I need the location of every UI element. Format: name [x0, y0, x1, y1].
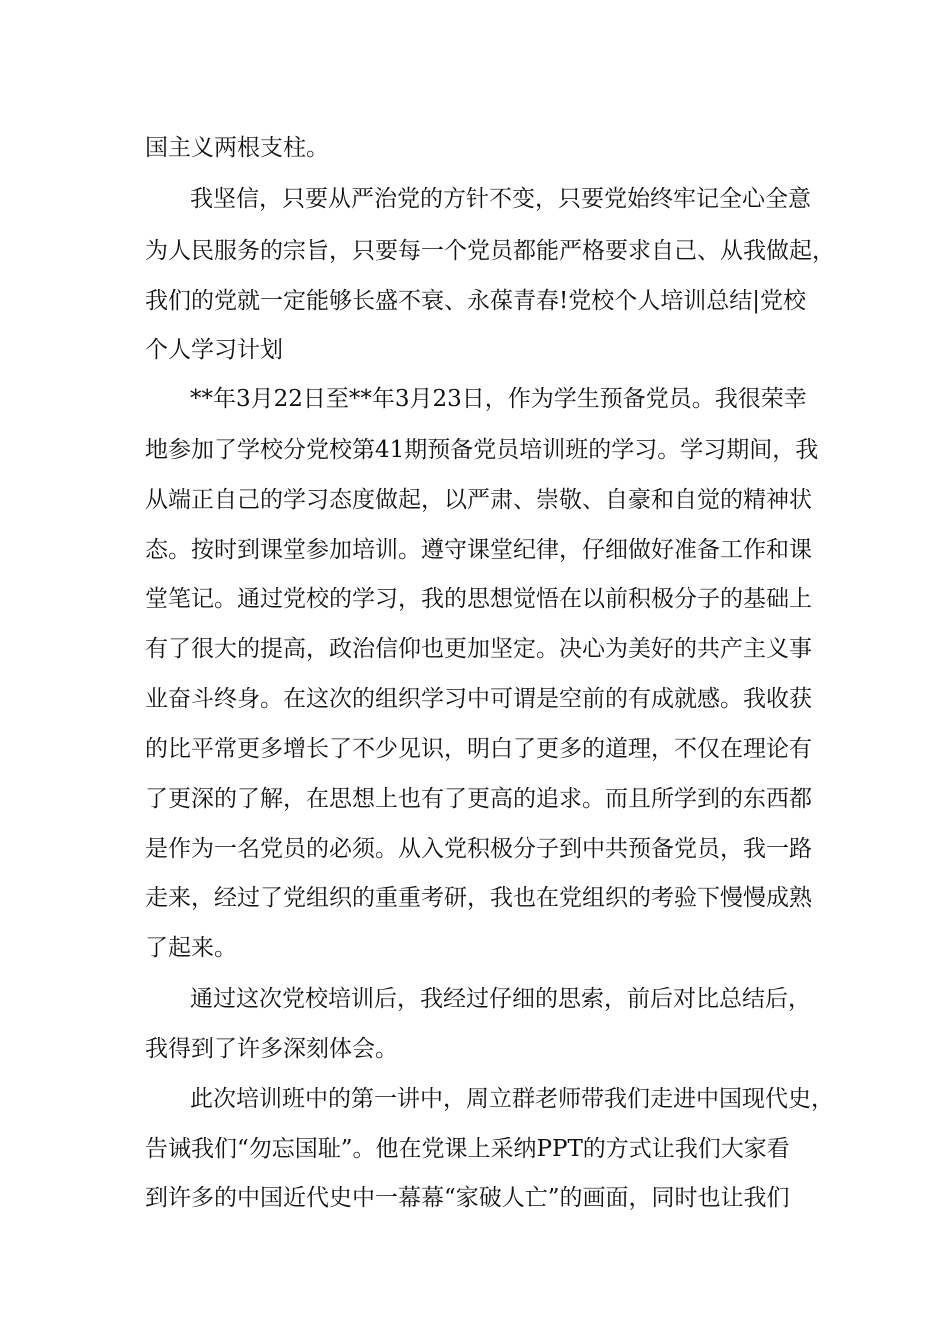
text-line-17: 了起来。 [145, 935, 237, 961]
text-line-2: 我坚信，只要从严治党的方针不变，只要党始终牢记全心全意 [190, 186, 811, 212]
text-line-7: 地参加了学校分党校第41期预备党员培训班的学习。学习期间，我 [145, 437, 819, 463]
text-line-3: 为人民服务的宗旨，只要每一个党员都能严格要求自己、从我做起， [145, 238, 835, 264]
text-line-5: 个人学习计划 [145, 337, 283, 363]
text-line-12: 业奋斗终身。在这次的组织学习中可谓是空前的有成就感。我收获 [145, 686, 812, 712]
text-line-18: 通过这次党校培训后，我经过仔细的思索，前后对比总结后， [190, 986, 811, 1012]
text-line-4: 我们的党就一定能够长盛不衰、永葆青春!党校个人培训总结|党校 [145, 288, 806, 314]
text-line-19: 我得到了许多深刻体会。 [145, 1036, 398, 1062]
text-line-15: 是作为一名党员的必须。从入党积极分子到中共预备党员，我一路 [145, 836, 812, 862]
text-line-13: 的比平常更多增长了不少见识，明白了更多的道理，不仅在理论有 [145, 736, 812, 762]
text-line-1: 国主义两根支柱。 [145, 135, 329, 161]
text-line-16: 走来，经过了党组织的重重考研，我也在党组织的考验下慢慢成熟 [145, 885, 812, 911]
text-line-6: **年3月22日至**年3月23日，作为学生预备党员。我很荣幸 [190, 386, 807, 412]
text-line-21: 告诫我们“勿忘国耻”。他在党课上采纳PPT的方式让我们大家看 [145, 1136, 790, 1162]
text-line-14: 了更深的了解，在思想上也有了更高的追求。而且所学到的东西都 [145, 786, 812, 812]
text-line-10: 堂笔记。通过党校的学习，我的思想觉悟在以前积极分子的基础上 [145, 586, 812, 612]
text-line-8: 从端正自己的学习态度做起，以严肃、崇敬、自豪和自觉的精神状 [145, 487, 812, 513]
text-line-20: 此次培训班中的第一讲中，周立群老师带我们走进中国现代史， [190, 1086, 834, 1112]
text-line-11: 有了很大的提高，政治信仰也更加坚定。决心为美好的共产主义事 [145, 636, 812, 662]
text-line-9: 态。按时到课堂参加培训。遵守课堂纪律，仔细做好准备工作和课 [145, 537, 812, 563]
text-line-22: 到许多的中国近代史中一幕幕“家破人亡”的画面，同时也让我们 [145, 1185, 790, 1211]
